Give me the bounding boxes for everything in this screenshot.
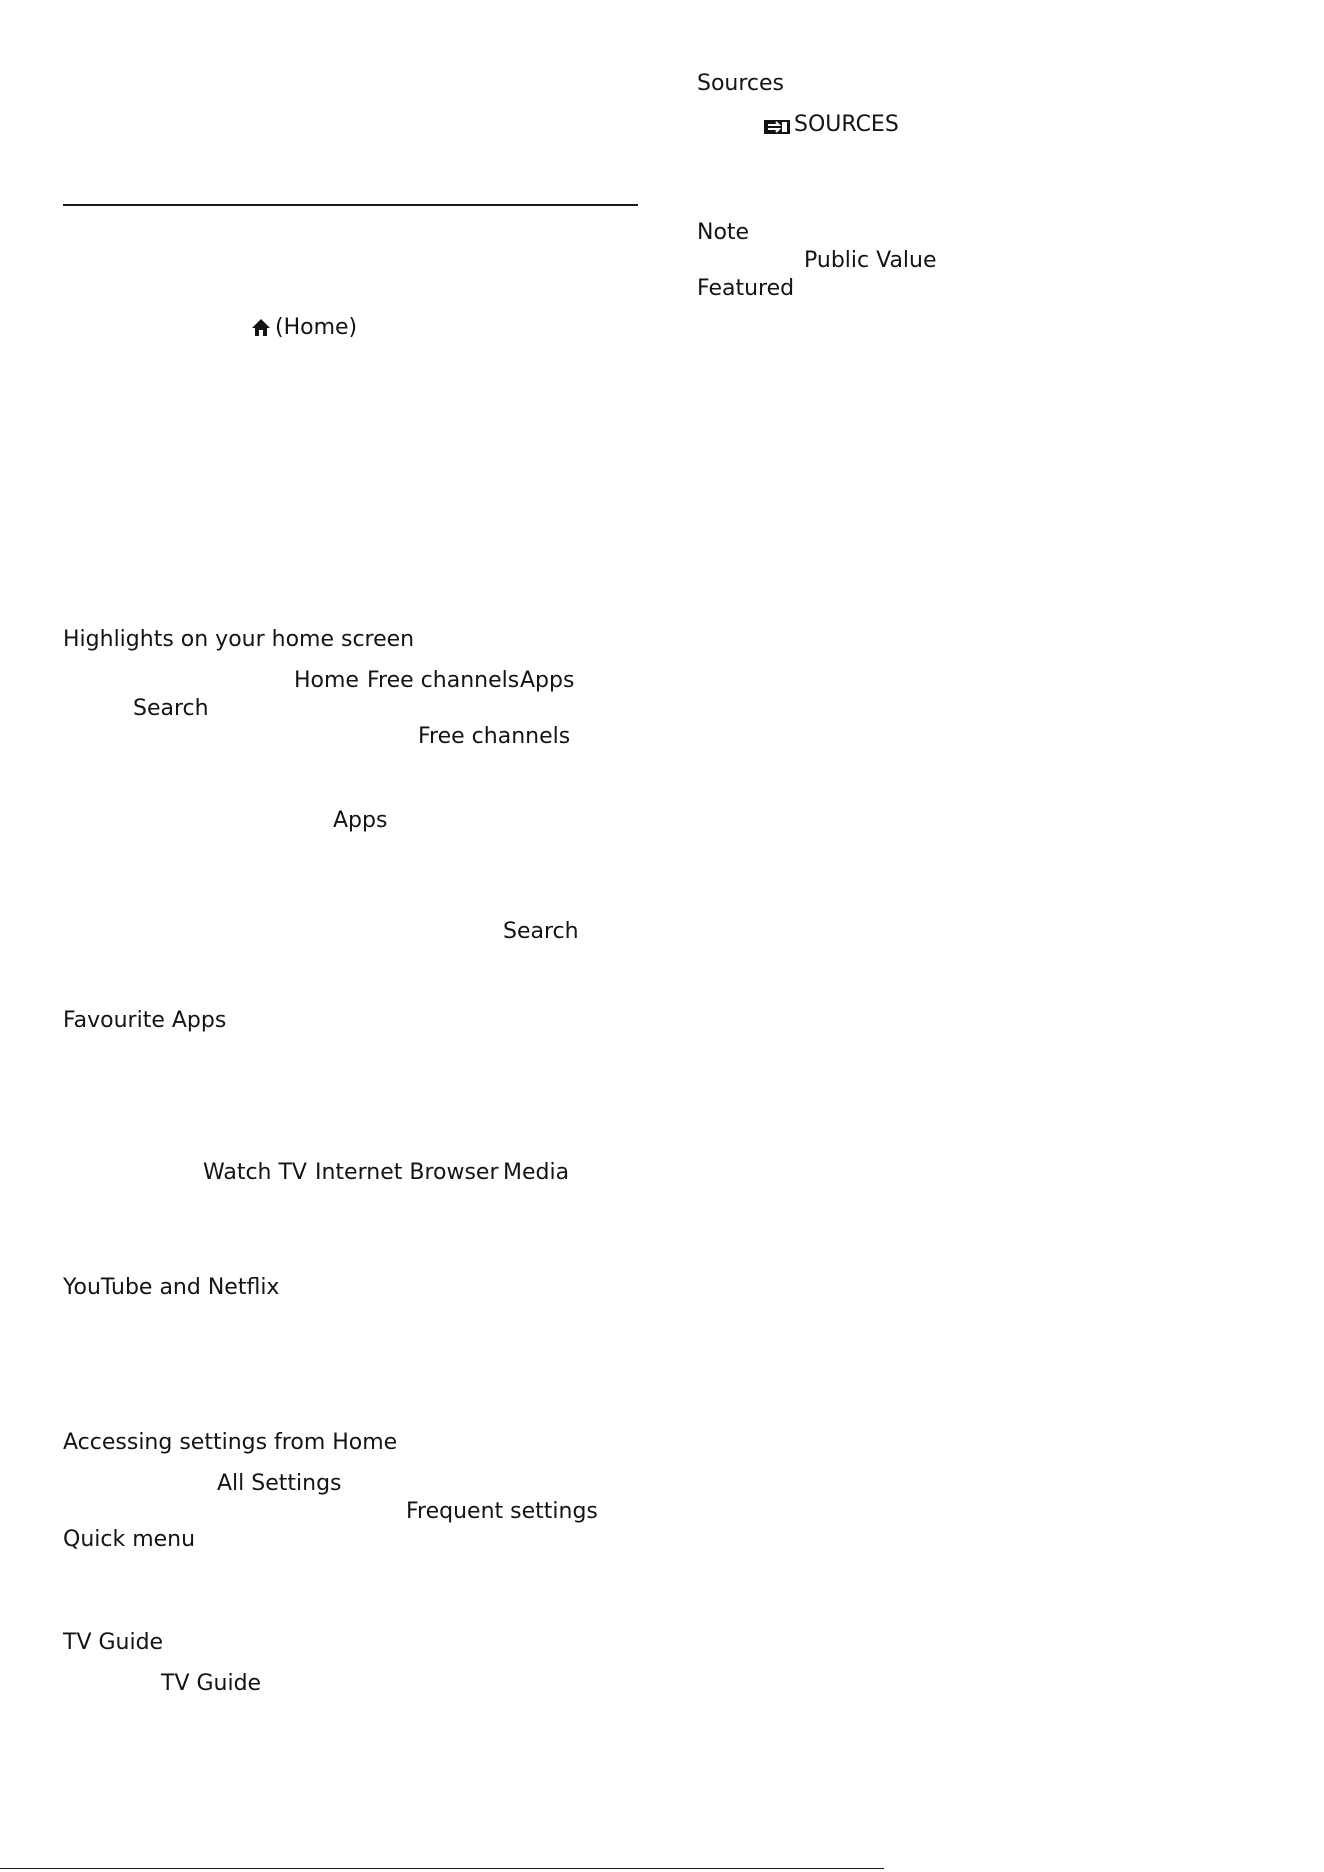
sources-heading: Sources: [697, 71, 785, 96]
highlights-tab-free-channels: Free channels: [367, 668, 520, 693]
frequent-settings-reference: Frequent settings: [406, 1499, 598, 1524]
tv-guide-heading: TV Guide: [63, 1630, 164, 1655]
favourite-app-media: Media: [503, 1160, 570, 1185]
highlights-tab-search: Search: [133, 696, 209, 721]
highlights-heading: Highlights on your home screen: [63, 627, 415, 652]
settings-heading: Accessing settings from Home: [63, 1430, 398, 1455]
free-channels-reference: Free channels: [418, 724, 571, 749]
tv-guide-reference: TV Guide: [161, 1671, 262, 1696]
highlights-tab-apps: Apps: [520, 668, 575, 693]
home-key-label: (Home): [275, 315, 358, 340]
favourite-app-watch-tv: Watch TV: [203, 1160, 307, 1185]
home-key-reference: [251, 315, 357, 344]
favourite-app-internet-browser: Internet Browser: [315, 1160, 499, 1185]
youtube-netflix-heading: YouTube and Netflix: [63, 1275, 280, 1300]
sources-key-reference: [764, 112, 899, 141]
note-label: Note: [697, 220, 750, 245]
home-icon: [251, 318, 271, 344]
search-reference: Search: [503, 919, 579, 944]
public-value-reference: Public Value: [804, 248, 937, 273]
highlights-tab-home: Home: [294, 668, 359, 693]
featured-reference: Featured: [697, 276, 795, 301]
quick-menu-reference: Quick menu: [63, 1527, 196, 1552]
sources-icon: [764, 115, 790, 141]
apps-reference: Apps: [333, 808, 388, 833]
footer-rule: [0, 1868, 884, 1869]
all-settings-reference: All Settings: [217, 1471, 342, 1496]
section-divider: [63, 204, 638, 206]
sources-key-label: SOURCES: [794, 112, 899, 137]
favourite-apps-heading: Favourite Apps: [63, 1008, 227, 1033]
